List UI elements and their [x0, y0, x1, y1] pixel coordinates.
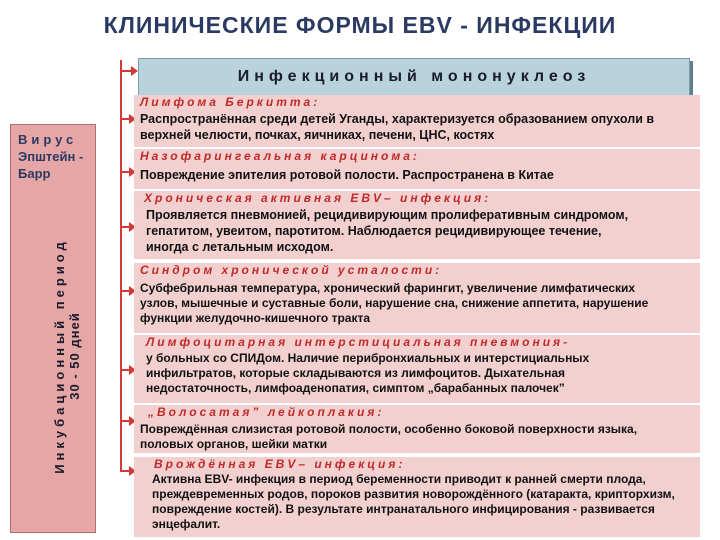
arrow-7: [120, 470, 130, 472]
arrow-4: [120, 290, 130, 292]
form-heading: „Волосатая” лейкоплакия:: [148, 405, 385, 419]
form-heading: Лимфома Беркитта:: [140, 95, 321, 109]
virus-label: [18, 131, 92, 182]
arrow-1: [120, 118, 130, 120]
virus-label-line2: Эпштейн -: [18, 149, 84, 164]
form-description: Повреждённая слизистая ротовой полости, особенно боковой поверхности языка, половых органов, шейки матки: [140, 422, 638, 451]
form-item-nasopharyngeal: [134, 149, 700, 189]
page-title: КЛИНИЧЕСКИЕ ФОРМЫ EBV - ИНФЕКЦИИ: [103, 12, 617, 38]
form-item-congenital: [134, 457, 700, 537]
clinical-forms-list: [134, 95, 700, 537]
form-heading: Хроническая активная EBV– инфекция:: [144, 191, 492, 205]
form-description: у больных со СПИДом. Наличие перибронхиальных и интерстициальных инфильтратов, которые складываются из лимфоцитов. Дыхательная недостаточность, лимфоаденопатия, симптом „барабанных палочек”: [146, 351, 590, 395]
mononucleosis-label: Инфекционный мононуклеоз: [237, 68, 591, 85]
arrow-3: [120, 226, 130, 228]
virus-label-line3: Барр: [18, 166, 51, 181]
connector-line: [120, 60, 122, 472]
form-item-burkitt: [134, 95, 700, 147]
incubation-label-line2: 30 - 50 дней: [67, 312, 82, 400]
form-description: Субфебрильная температура, хронический фарингит, увеличение лимфатических узлов, мышечные и суставные боли, нарушение сна, снижение аппетита, нарушение функции желудочно-кишечного тракта: [140, 281, 649, 325]
form-item-chronic-fatigue: [134, 263, 700, 333]
form-description: Повреждение эпителия ротовой полости. Распространена в Китае: [140, 168, 554, 182]
arrow-top: [120, 70, 132, 72]
incubation-label-line1: Инкубационный период: [52, 238, 67, 474]
arrow-6: [120, 420, 130, 422]
form-item-lymphocytic-pneumonia: [134, 335, 700, 403]
form-heading: Лимфоцитарная интерстициальная пневмония-: [146, 335, 571, 349]
arrow-5: [120, 369, 130, 371]
form-heading: Синдром хронической усталости:: [140, 263, 443, 277]
virus-label-line1: Вирус: [18, 132, 78, 147]
arrow-2: [120, 171, 130, 173]
form-description: Распространённая среди детей Уганды, характеризуется образованием опухоли в верхней челюсти, почках, яичниках, печени, ЦНС, костях: [140, 112, 655, 142]
incubation-label: [52, 196, 112, 516]
mononucleosis-box: [138, 58, 690, 96]
form-description: Проявляется пневмонией, рецидивирующим пролиферативным синдромом, гепатитом, увеитом, паротитом. Наблюдается рецидивирующее течение, иногда с летальным исходом.: [146, 208, 629, 254]
form-description: Активна EBV- инфекция в период беременности приводит к ранней смерти плода, преждевременных родов, пороков развития новорождённого (катаракта, крипторхизм, повреждение костей). В результате интранатального инфицирования - развивается энцефалит.: [152, 472, 675, 531]
form-item-hairy-leukoplakia: [134, 405, 700, 453]
form-item-chronic-active: [134, 191, 700, 259]
form-heading: Назофарингеальная карцинома:: [140, 149, 420, 163]
form-heading: Врождённая EBV– инфекция:: [154, 457, 406, 471]
